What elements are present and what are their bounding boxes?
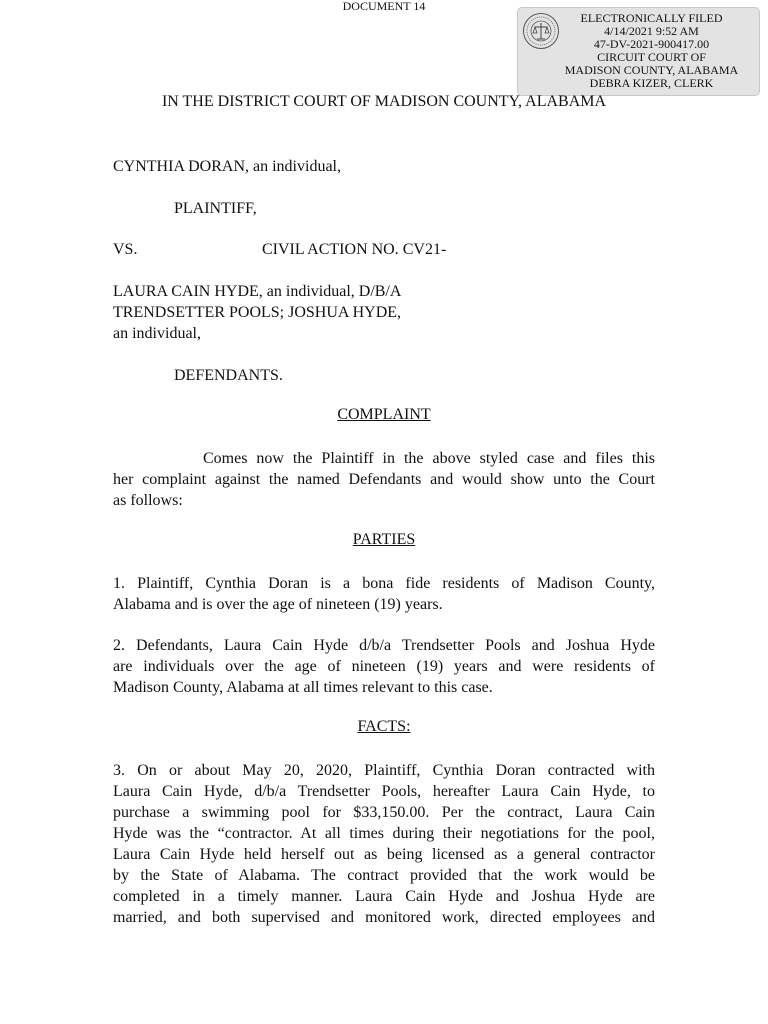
paragraph-line: her complaint against the named Defendants and would show unto the Court (113, 471, 655, 488)
paragraph-line: as follows: (113, 492, 183, 509)
stamp-line: 4/14/2021 9:52 AM (604, 24, 699, 38)
defendant-line: TRENDSETTER POOLS; JOSHUA HYDE, (113, 304, 402, 321)
stamp-line: 47-DV-2021-900417.00 (593, 37, 710, 51)
paragraph-line: are individuals over the age of nineteen (19) years and were residents of (113, 658, 655, 675)
paragraph-line: 1. Plaintiff, Cynthia Doran is a bona fide residents of Madison County, (113, 575, 655, 592)
paragraph-line: married, and both supervised and monitored work, directed employees and (113, 909, 655, 926)
paragraph-line: Hyde was the “contractor. At all times during their negotiations for the pool, (113, 825, 655, 842)
paragraph-line: 3. On or about May 20, 2020, Plaintiff, Cynthia Doran contracted with (113, 762, 655, 779)
document-label: DOCUMENT 14 (342, 0, 426, 13)
civil-action-number: CIVIL ACTION NO. CV21- (262, 241, 447, 258)
court-title: IN THE DISTRICT COURT OF MADISON COUNTY, ALABAMA (161, 93, 607, 110)
complaint-heading: COMPLAINT (337, 406, 431, 423)
paragraph-line: by the State of Alabama. The contract provided that the work would be (113, 867, 655, 884)
plaintiff-name: CYNTHIA DORAN, an individual, (113, 158, 341, 175)
paragraph-line: Laura Cain Hyde held herself out as being licensed as a general contractor (113, 846, 655, 863)
defendants-role: DEFENDANTS. (174, 367, 283, 384)
stamp-line: DEBRA KIZER, CLERK (589, 76, 714, 90)
stamp-line: MADISON COUNTY, ALABAMA (564, 63, 739, 77)
paragraph-1 (113, 573, 655, 615)
paragraph-line: Madison County, Alabama at all times relevant to this case. (113, 679, 493, 696)
paragraph-line: Comes now the Plaintiff in the above styled case and files this (203, 450, 655, 467)
paragraph-line: completed in a timely manner. Laura Cain Hyde and Joshua Hyde are (113, 888, 655, 905)
facts-heading: FACTS: (357, 718, 411, 735)
plaintiff-role: PLAINTIFF, (174, 200, 257, 217)
electronic-filing-stamp (517, 7, 760, 96)
versus-label: VS. (113, 241, 138, 258)
paragraph-3 (113, 760, 655, 928)
paragraph-line: Alabama and is over the age of nineteen (19) years. (113, 596, 443, 613)
paragraph-line: 2. Defendants, Laura Cain Hyde d/b/a Trendsetter Pools and Joshua Hyde (113, 637, 655, 654)
stamp-line: CIRCUIT COURT OF (597, 50, 706, 64)
defendant-line: an individual, (113, 325, 201, 342)
stamp-text (548, 12, 755, 90)
paragraph-2 (113, 635, 655, 698)
paragraph-line: Laura Cain Hyde, d/b/a Trendsetter Pools, hereafter Laura Cain Hyde, to (113, 783, 655, 800)
intro-paragraph (113, 448, 655, 511)
parties-heading: PARTIES (352, 531, 416, 548)
defendant-line: LAURA CAIN HYDE, an individual, D/B/A (113, 283, 402, 300)
stamp-line: ELECTRONICALLY FILED (580, 11, 723, 25)
paragraph-line: purchase a swimming pool for $33,150.00. Per the contract, Laura Cain (113, 804, 655, 821)
